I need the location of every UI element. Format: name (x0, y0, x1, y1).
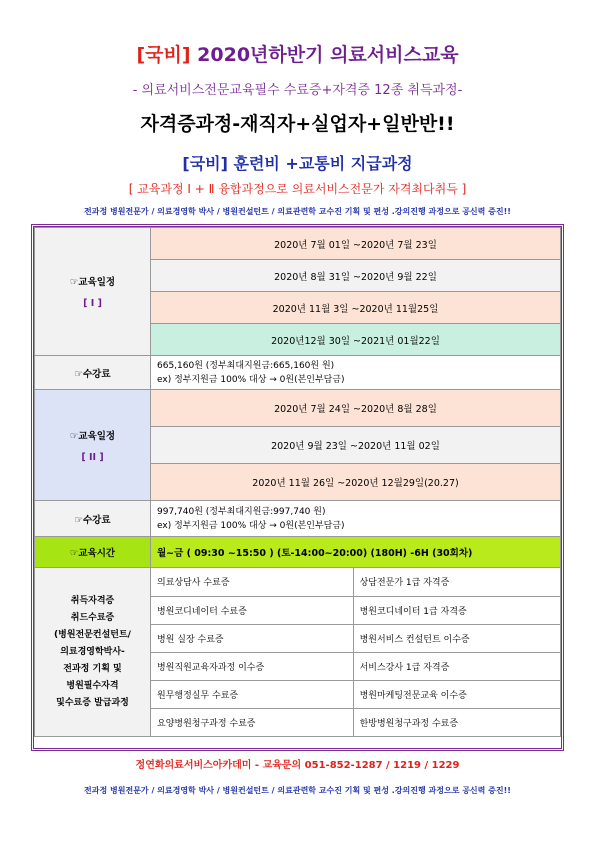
course1-schedule-label (35, 228, 151, 356)
course1-date-3: 2020년 11월 3일 ~2020년 11월25일 (151, 292, 561, 324)
qualification-label (35, 568, 151, 737)
course2-date-3: 2020년 11월 26일 ~2020년 12월29일(20.27) (151, 464, 561, 501)
course1-fee (151, 356, 561, 390)
contact-info: 정연화의료서비스아카데미 - 교육문의 051-852-1287 / 1219 / 1229 (135, 760, 460, 771)
certificate-item: 병원마케팅전문교육 이수증 (353, 680, 560, 708)
qualification-label-line: (병원전문컨설턴트/ (54, 629, 131, 640)
certificate-table (151, 568, 560, 736)
course1-tag: [ I ] (83, 298, 102, 309)
course2-fee-note: ex) 정부지원금 100% 대상 → 0원(본인부담금) (157, 520, 345, 531)
title-main: 2020년하반기 의료서비스교육 (197, 44, 459, 66)
subheadline: [국비] 훈련비 +교통비 지급과정 (182, 154, 413, 173)
schedule-label: ☞교육시간 (35, 537, 151, 568)
certificate-item: 의료상담사 수료증 (151, 568, 353, 596)
qualification-label-line: 의료경영학박사- (60, 646, 125, 657)
qualification-label-line: 병원필수자격 (66, 680, 119, 691)
course1-date-2: 2020년 8월 31일 ~2020년 9월 22일 (151, 260, 561, 292)
headline: 자격증과정-재직자+실업자+일반반!! (140, 113, 455, 135)
course2-fee-label: ☞수강료 (35, 501, 151, 537)
course2-schedule-label-text: ☞교육일정 (69, 430, 116, 442)
certificate-item: 서비스강사 1급 자격증 (353, 652, 560, 680)
course2-schedule-label (35, 390, 151, 501)
notice: [ 교육과정 Ⅰ + Ⅱ 융합과정으로 의료서비스전문가 자격최다취득 ] (128, 182, 467, 196)
course2-tag: [ II ] (81, 451, 104, 463)
course2-fee-amount: 997,740원 (정부최대지원금:997,740 원) (157, 506, 326, 517)
course1-fee-note: ex) 정부지원금 100% 대상 → 0원(본인부담금) (157, 374, 345, 385)
tagline: 전과정 병원전문가 / 의료경영학 박사 / 병원컨설턴트 / 의료관련학 교수진 기획 및 편성 .강의진행 과정으로 공신력 증진!! (84, 207, 511, 216)
qualification-label-line: 취득자격증 (70, 595, 115, 606)
course2-date-2: 2020년 9월 23일 ~2020년 11월 02일 (151, 427, 561, 464)
course-table (34, 227, 561, 737)
course1-date-1: 2020년 7월 01일 ~2020년 7월 23일 (151, 228, 561, 260)
course1-fee-amount: 665,160원 (정부최대지원금:665,160원 원) (157, 360, 335, 371)
certificate-item: 원무행정실무 수료증 (151, 680, 353, 708)
qualification-label-line: 전과정 기획 및 (63, 663, 122, 674)
certificate-item: 한방병원청구과정 수료증 (353, 708, 560, 736)
certificate-item: 병원직원교육자과정 이수증 (151, 652, 353, 680)
certificate-grid (151, 568, 561, 737)
certificate-item: 병원서비스 컨설턴트 이수증 (353, 624, 560, 652)
course2-fee (151, 501, 561, 537)
footer-tagline: 전과정 병원전문가 / 의료경영학 박사 / 병원컨설턴트 / 의료관련학 교수진 기획 및 편성 .강의진행 과정으로 공신력 증진!! (84, 786, 511, 795)
course1-schedule-label-text: ☞교육일정 (69, 277, 116, 288)
certificate-item: 병원코디네이터 1급 자격증 (353, 596, 560, 624)
certificate-item: 병원 실장 수료증 (151, 624, 353, 652)
course1-date-4: 2020년12월 30일 ~2021년 01월22일 (151, 324, 561, 356)
title-prefix: [국비] (136, 44, 191, 66)
certificate-item: 요양병원청구과정 수료증 (151, 708, 353, 736)
qualification-label-line: 취드수료증 (70, 612, 115, 623)
subtitle: - 의료서비스전문교육필수 수료증+자격증 12종 취득과정- (132, 83, 463, 98)
schedule-value: 월~금 ( 09:30 ~15:50 ) (토-14:00~20:00) (180H) -6H (30회차) (151, 537, 561, 568)
certificate-item: 병원코디네이터 수료증 (151, 596, 353, 624)
qualification-label-line: 및수료증 발급과정 (56, 697, 129, 708)
course1-fee-label: ☞수강료 (35, 356, 151, 390)
page-title (0, 40, 595, 67)
course2-date-1: 2020년 7월 24일 ~2020년 8월 28일 (151, 390, 561, 427)
certificate-item: 상담전문가 1급 자격증 (353, 568, 560, 596)
